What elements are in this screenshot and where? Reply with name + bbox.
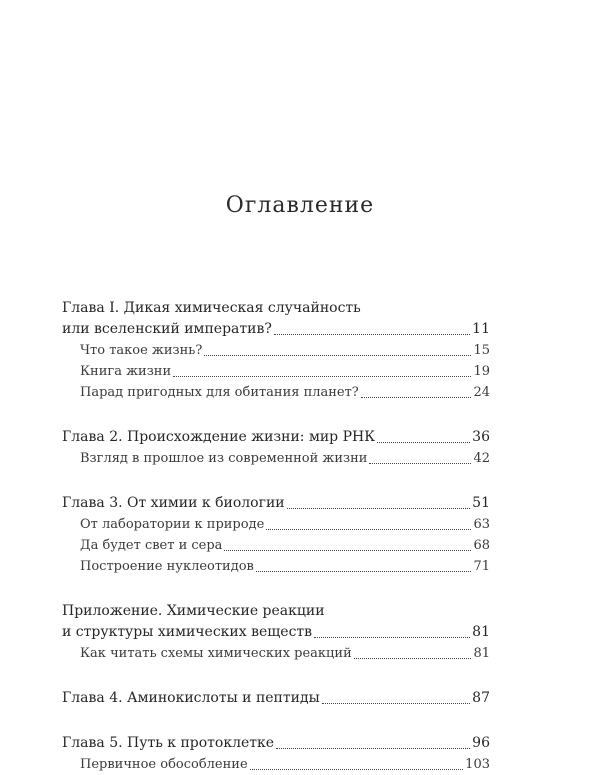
toc-subentry[interactable] [62,535,490,556]
toc-chapter-entry[interactable] [62,733,490,754]
toc-chapter-entry[interactable] [62,319,490,340]
toc-entry-title: Да будет свет и сера [80,538,223,553]
toc-entry-title: Книга жизни [80,364,172,379]
toc-page-number: 63 [473,517,490,532]
toc-entry-title: Глава 5. Путь к протоклетке [62,735,275,751]
toc-page-number: 24 [473,385,490,400]
toc-subentry[interactable] [62,643,490,664]
toc-subentry[interactable] [62,514,490,535]
toc-page-number: 19 [473,364,490,379]
toc-page-number: 87 [472,690,490,706]
dot-leader [274,334,470,335]
toc-subentry[interactable] [62,361,490,382]
toc-entry-title: Глава 4. Аминокислоты и пептиды [62,690,320,706]
toc-entry-title: Глава 3. От химии к биологии [62,495,285,511]
dot-leader [314,637,470,638]
toc-chapter-entry[interactable] [62,622,490,643]
toc-page-number: 68 [473,538,490,553]
toc-chapter-entry[interactable] [62,688,490,709]
toc-entry-title: Парад пригодных для обитания планет? [80,385,359,400]
dot-leader [361,397,472,398]
toc-page-number: 103 [465,757,490,772]
toc-subentry[interactable] [62,448,490,469]
table-of-contents [62,298,490,775]
toc-subentry[interactable] [62,754,490,775]
toc-page-number: 42 [473,451,490,466]
dot-leader [287,508,471,509]
toc-entry-title: Глава I. Дикая химическая случайность [62,300,361,316]
dot-leader [369,463,471,464]
toc-page-number: 15 [473,343,490,358]
page-title: Оглавление [225,193,375,218]
dot-leader [204,355,471,356]
toc-entry-title: От лаборатории к природе [80,517,265,532]
dot-leader [377,442,470,443]
toc-page-number: 11 [472,321,490,337]
toc-chapter-entry[interactable] [62,493,490,514]
toc-page-number: 51 [472,495,490,511]
toc-subentry[interactable] [62,556,490,577]
dot-leader [250,769,464,770]
toc-entry-title: или вселенский императив? [62,321,272,337]
dot-leader [173,376,471,377]
toc-entry-title: и структуры химических веществ [62,624,313,640]
dot-leader [224,550,471,551]
toc-subentry[interactable] [62,382,490,403]
dot-leader [266,529,471,530]
toc-spacer [62,709,490,733]
toc-subentry[interactable] [62,340,490,361]
toc-entry-title: Что такое жизнь? [80,343,203,358]
toc-chapter-entry[interactable] [62,427,490,448]
dot-leader [256,571,472,572]
toc-page-number: 96 [472,735,490,751]
dot-leader [322,703,470,704]
toc-entry-title: Первичное обособление [80,757,248,772]
toc-entry-title: Глава 2. Происхождение жизни: мир РНК [62,429,376,445]
toc-spacer [62,577,490,601]
toc-entry-title: Взгляд в прошлое из современной жизни [80,451,368,466]
dot-leader [276,748,470,749]
toc-page-number: 71 [473,559,490,574]
toc-entry-title: Построение нуклеотидов [80,559,254,574]
dot-leader [354,658,472,659]
toc-spacer [62,403,490,427]
toc-entry-title: Приложение. Химические реакции [62,603,325,619]
toc-spacer [62,469,490,493]
toc-page-number: 36 [472,429,490,445]
toc-chapter-entry[interactable] [62,601,490,622]
toc-spacer [62,664,490,688]
toc-page-number: 81 [472,624,490,640]
toc-chapter-entry[interactable] [62,298,490,319]
toc-entry-title: Как читать схемы химических реакций [80,646,352,661]
toc-page-number: 81 [473,646,490,661]
